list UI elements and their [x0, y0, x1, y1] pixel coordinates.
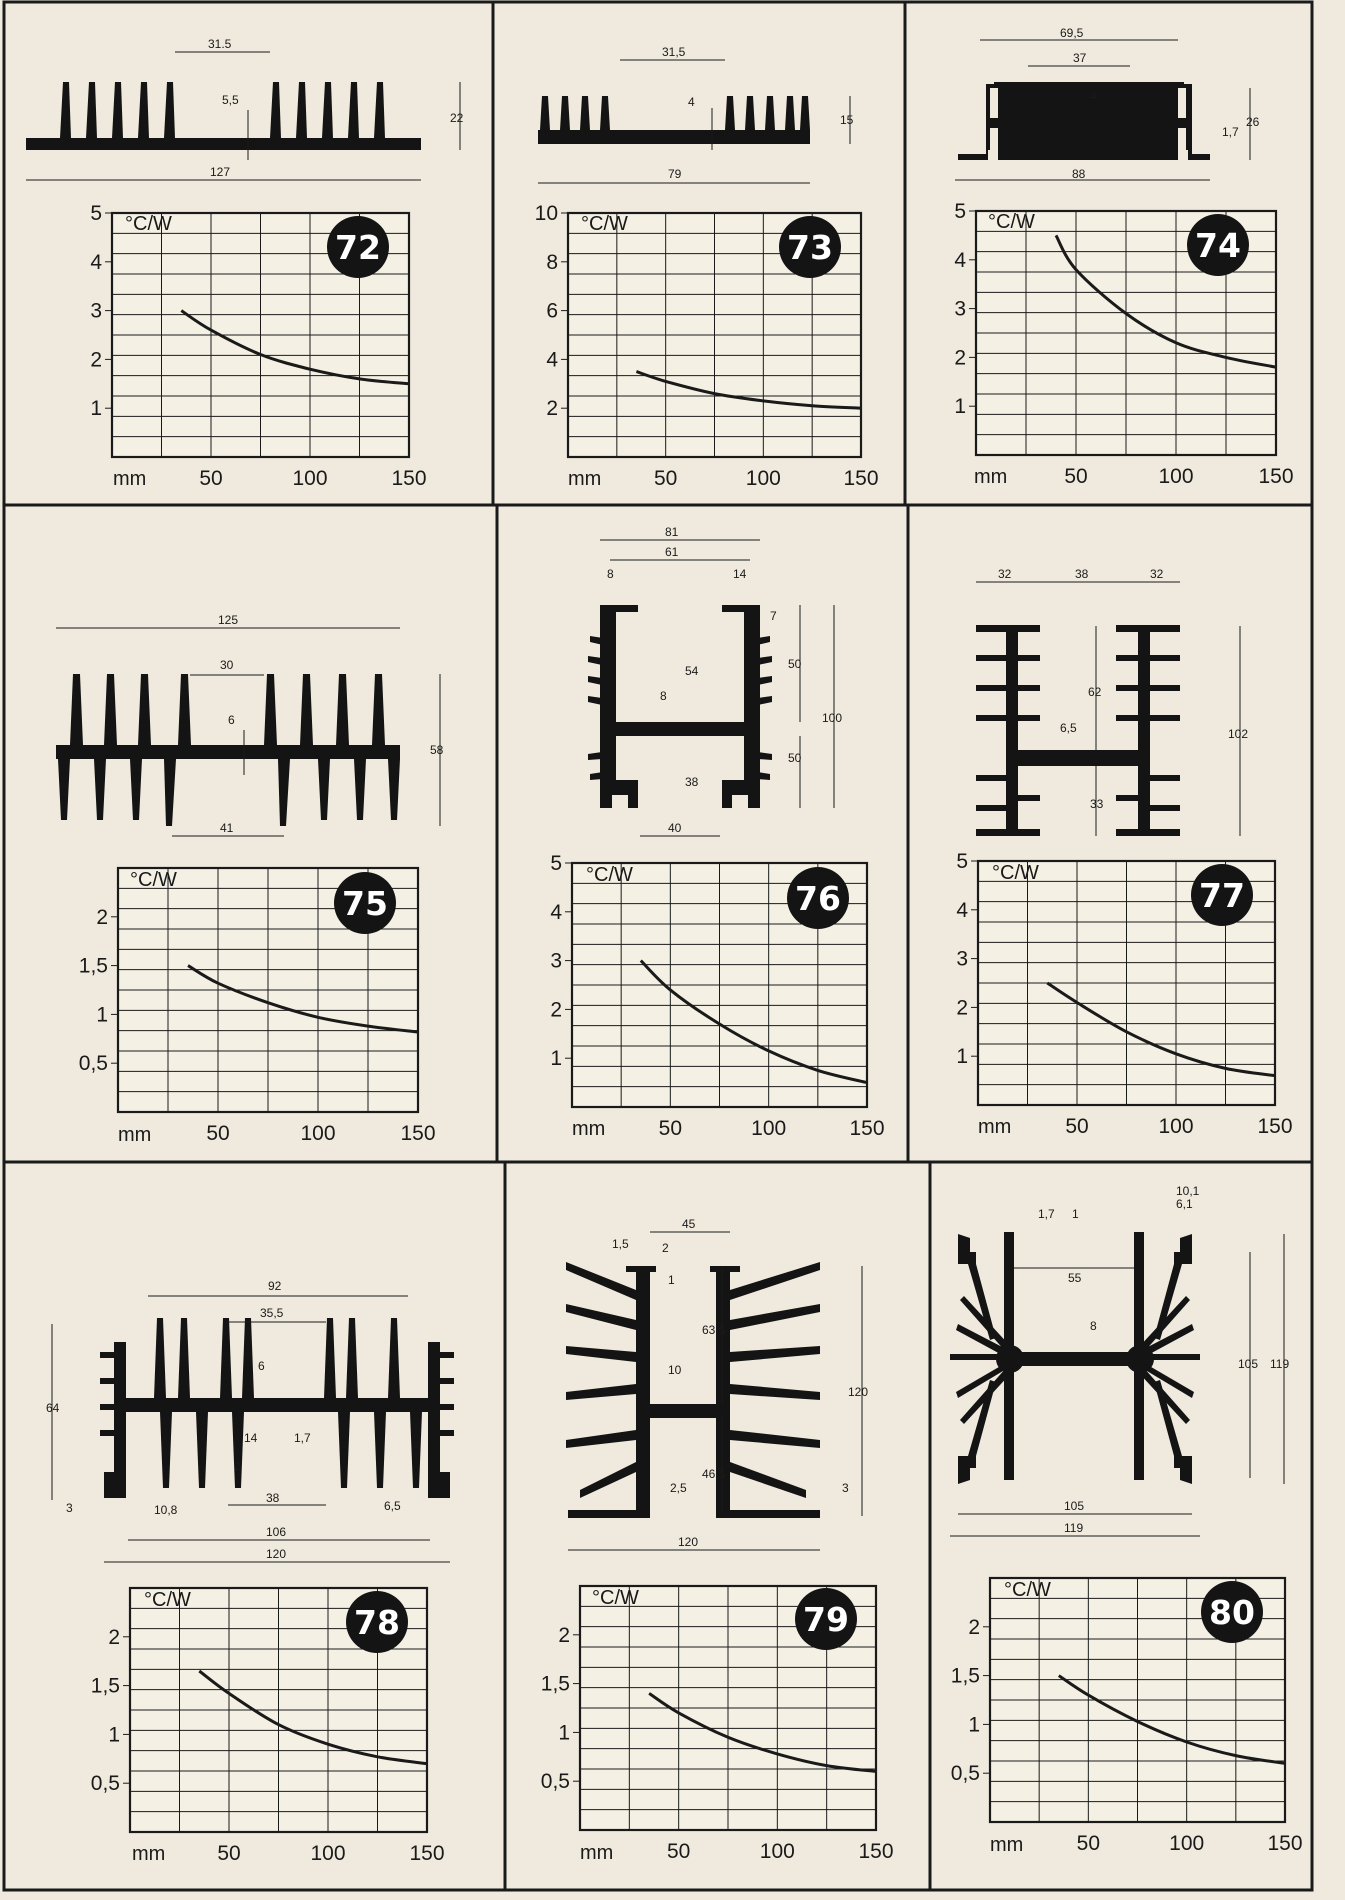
profile-base — [26, 138, 421, 150]
y-tick-label: 3 — [954, 297, 966, 321]
x-axis-label: mm — [974, 466, 1008, 488]
x-tick-label: 150 — [400, 1122, 436, 1145]
x-tick-label: 100 — [759, 1840, 795, 1863]
dim-label: 26 — [1246, 115, 1260, 129]
dim-label: 6,1 — [1176, 1197, 1193, 1211]
y-tick-label: 1 — [550, 1047, 562, 1071]
dim-label: 5,5 — [222, 93, 239, 107]
y-tick-label: 2 — [546, 397, 558, 421]
y-tick-label: 1,5 — [78, 954, 108, 978]
dim-label: 35,5 — [260, 1306, 284, 1320]
x-tick-label: 100 — [1158, 1115, 1194, 1138]
dim-label: 32 — [998, 567, 1012, 581]
dim-label: 79 — [668, 167, 682, 181]
x-tick-label: 150 — [409, 1842, 445, 1865]
dim-label: 40 — [668, 821, 682, 835]
y-tick-label: 1 — [96, 1003, 108, 1027]
y-tick-label: 0,5 — [540, 1770, 570, 1794]
x-tick-label: 50 — [199, 467, 223, 490]
x-tick-label: 50 — [1076, 1832, 1101, 1855]
y-tick-label: 4 — [550, 900, 562, 924]
dim-label: 120 — [848, 1385, 869, 1399]
dim-label: 3 — [66, 1501, 73, 1515]
x-tick-label: 50 — [217, 1842, 241, 1865]
chart-79 — [541, 1586, 894, 1864]
dim-label: 7 — [770, 609, 777, 623]
y-tick-label: 1,5 — [950, 1664, 980, 1688]
chart-72 — [90, 202, 426, 490]
dim-label: 62 — [1088, 685, 1102, 699]
badge-number: 80 — [1209, 1593, 1255, 1632]
y-tick-label: 1,5 — [540, 1672, 570, 1696]
x-tick-label: 100 — [1158, 465, 1194, 488]
badge-number: 76 — [795, 879, 841, 918]
y-axis-label: °C/W — [988, 211, 1035, 233]
dim-label: 41 — [220, 821, 234, 835]
y-tick-label: 4 — [90, 250, 102, 274]
y-tick-label: 3 — [956, 947, 968, 971]
x-tick-label: 150 — [1267, 1832, 1303, 1855]
badge-number: 79 — [803, 1600, 849, 1639]
profile-bridge — [650, 1404, 716, 1418]
y-tick-label: 1 — [968, 1713, 980, 1737]
dim-label: 61 — [665, 545, 679, 559]
dim-label: 105 — [1238, 1357, 1259, 1371]
chart-74 — [954, 200, 1293, 488]
dim-label: 1,5 — [612, 1237, 629, 1251]
y-tick-label: 4 — [954, 248, 966, 272]
dim-label: 125 — [218, 613, 239, 627]
chart-number-badge — [334, 872, 396, 934]
chart-number-badge — [1191, 864, 1253, 926]
y-tick-label: 1 — [90, 397, 102, 421]
chart-number-badge — [795, 1588, 857, 1650]
dim-label: 105 — [1064, 1499, 1085, 1513]
x-tick-label: 100 — [745, 467, 781, 490]
dim-label: 38 — [1075, 567, 1089, 581]
y-axis-label: °C/W — [586, 864, 633, 886]
dim-label: 45 — [682, 1217, 696, 1231]
profile-right-wall — [428, 1342, 440, 1480]
y-tick-label: 4 — [546, 348, 558, 372]
y-tick-label: 2 — [954, 346, 966, 370]
y-tick-label: 4 — [956, 898, 968, 922]
dim-label: 2 — [234, 1459, 241, 1473]
dim-label: 6,5 — [384, 1499, 401, 1513]
y-axis-label: °C/W — [1004, 1579, 1051, 1601]
profile-bridge — [1014, 1352, 1134, 1366]
dim-label: 50 — [788, 657, 802, 671]
dim-label: 4 — [1090, 89, 1097, 103]
dim-label: 69,5 — [1060, 26, 1084, 40]
dim-label: 1,7 — [294, 1431, 311, 1445]
y-tick-label: 1,5 — [90, 1674, 120, 1698]
dim-label: 92 — [268, 1279, 282, 1293]
dim-label: 10,8 — [154, 1503, 178, 1517]
x-tick-label: 150 — [1257, 1115, 1293, 1138]
x-axis-label: mm — [990, 1834, 1024, 1856]
y-tick-label: 2 — [96, 905, 108, 929]
dim-label: 1 — [668, 1273, 675, 1287]
y-tick-label: 2 — [550, 998, 562, 1022]
dim-label: 8 — [660, 689, 667, 703]
x-tick-label: 100 — [300, 1122, 336, 1145]
dim-label: 6,5 — [1060, 721, 1077, 735]
dim-label: 8 — [607, 567, 614, 581]
y-tick-label: 8 — [546, 250, 558, 274]
y-tick-label: 1 — [558, 1721, 570, 1745]
badge-number: 72 — [335, 228, 381, 267]
dim-label: 119 — [1064, 1521, 1084, 1535]
dim-label: 14 — [244, 1431, 258, 1445]
dim-label: 2 — [662, 1241, 669, 1255]
x-tick-label: 150 — [843, 467, 879, 490]
dim-label: 22 — [450, 111, 464, 125]
dim-label: 10 — [668, 1363, 682, 1377]
y-tick-label: 0,5 — [90, 1772, 120, 1796]
x-tick-label: 150 — [849, 1117, 885, 1140]
x-axis-label: mm — [580, 1842, 614, 1864]
dim-label: 30 — [220, 658, 234, 672]
dim-label: 127 — [210, 165, 231, 179]
chart-73 — [535, 202, 879, 490]
profile-left-spine — [1006, 626, 1018, 836]
dim-label: 102 — [1228, 727, 1249, 741]
dim-label: 10,1 — [1176, 1184, 1200, 1198]
y-tick-label: 6 — [546, 299, 558, 323]
dim-label: 2,5 — [670, 1481, 687, 1495]
y-tick-label: 2 — [956, 996, 968, 1020]
chart-number-badge — [327, 216, 389, 278]
dim-label: 31.5 — [208, 37, 232, 51]
dim-label: 88 — [1072, 167, 1086, 181]
x-axis-label: mm — [113, 468, 147, 490]
badge-number: 75 — [342, 884, 388, 923]
dim-label: 3 — [842, 1481, 849, 1495]
y-tick-label: 2 — [558, 1623, 570, 1647]
x-tick-label: 100 — [1169, 1832, 1205, 1855]
x-tick-label: 50 — [666, 1840, 691, 1863]
x-tick-label: 50 — [1064, 465, 1088, 488]
dim-label: 33 — [1090, 797, 1104, 811]
y-tick-label: 0,5 — [950, 1762, 980, 1786]
dim-label: 64 — [46, 1401, 60, 1415]
profile-base — [140, 1398, 415, 1412]
dim-label: 6 — [258, 1359, 265, 1373]
badge-number: 73 — [787, 228, 833, 267]
dim-label: 119 — [1270, 1357, 1290, 1371]
dim-label: 32 — [1150, 567, 1164, 581]
dim-label: 31,5 — [662, 45, 686, 59]
dim-label: 1,7 — [1038, 1207, 1055, 1221]
dim-label: 120 — [266, 1547, 287, 1561]
y-tick-label: 1 — [954, 395, 966, 419]
x-tick-label: 150 — [1258, 465, 1294, 488]
y-tick-label: 5 — [954, 200, 966, 223]
x-tick-label: 50 — [206, 1122, 230, 1145]
x-tick-label: 50 — [658, 1117, 683, 1140]
profile-base — [538, 130, 810, 144]
x-tick-label: 100 — [292, 467, 328, 490]
dim-label: 37 — [1073, 51, 1087, 65]
x-tick-label: 150 — [391, 467, 427, 490]
dim-label: 1,7 — [1222, 125, 1239, 139]
x-axis-label: mm — [978, 1116, 1012, 1138]
y-tick-label: 1 — [956, 1045, 968, 1069]
y-tick-label: 2 — [108, 1625, 120, 1649]
y-tick-label: 10 — [534, 202, 558, 225]
y-tick-label: 2 — [90, 348, 102, 372]
y-tick-label: 0,5 — [78, 1052, 108, 1076]
x-axis-label: mm — [572, 1118, 606, 1140]
profile-left-spine — [636, 1268, 650, 1516]
dim-label: 8 — [1090, 1319, 1097, 1333]
profile-right-spine — [1138, 626, 1150, 836]
dim-label: 58 — [430, 743, 444, 757]
y-tick-label: 5 — [956, 850, 968, 873]
chart-80 — [951, 1578, 1303, 1856]
chart-78 — [91, 1588, 445, 1865]
dim-label: 38 — [685, 775, 699, 789]
chart-number-badge — [1201, 1581, 1263, 1643]
chart-76 — [550, 852, 884, 1140]
dim-label: 4 — [688, 95, 695, 109]
dim-label: 6 — [228, 713, 235, 727]
y-tick-label: 2 — [968, 1615, 980, 1639]
x-tick-label: 100 — [751, 1117, 787, 1140]
dim-label: 14 — [733, 567, 747, 581]
dim-label: 63,5 — [702, 1323, 726, 1337]
y-tick-label: 5 — [550, 852, 562, 875]
profile-left-wall — [114, 1342, 126, 1480]
chart-75 — [79, 868, 436, 1146]
dim-label: 50 — [788, 751, 802, 765]
x-tick-label: 100 — [310, 1842, 346, 1865]
x-axis-label: mm — [568, 468, 602, 490]
x-tick-label: 150 — [858, 1840, 894, 1863]
chart-number-badge — [787, 867, 849, 929]
x-axis-label: mm — [132, 1843, 166, 1865]
chart-number-badge — [1187, 214, 1249, 276]
x-axis-label: mm — [118, 1124, 152, 1146]
dim-label: 38 — [266, 1491, 280, 1505]
y-tick-label: 1 — [108, 1723, 120, 1747]
y-axis-label: °C/W — [130, 869, 177, 891]
dim-label: 55 — [1068, 1271, 1082, 1285]
x-tick-label: 50 — [1065, 1115, 1089, 1138]
chart-number-badge — [346, 1591, 408, 1653]
dim-label: 54 — [685, 664, 699, 678]
chart-number-badge — [779, 216, 841, 278]
chart-77 — [956, 850, 1292, 1138]
dim-label: 81 — [665, 525, 679, 539]
dim-label: 15 — [840, 113, 854, 127]
dim-label: 1 — [1072, 1207, 1079, 1221]
y-axis-label: °C/W — [592, 1587, 639, 1609]
dim-label: 46,5 — [702, 1467, 726, 1481]
badge-number: 78 — [354, 1603, 400, 1642]
dim-label: 100 — [822, 711, 843, 725]
dim-label: 120 — [678, 1535, 699, 1549]
badge-number: 74 — [1195, 226, 1241, 265]
badge-number: 77 — [1199, 876, 1245, 915]
profile-bridge — [1018, 750, 1138, 766]
x-tick-label: 50 — [653, 467, 678, 490]
profile-base — [56, 745, 400, 759]
y-tick-label: 5 — [90, 202, 102, 225]
y-tick-label: 3 — [550, 949, 562, 973]
y-axis-label: °C/W — [992, 862, 1039, 884]
y-axis-label: °C/W — [125, 213, 172, 235]
y-tick-label: 3 — [90, 299, 102, 323]
dim-label: 106 — [266, 1525, 287, 1539]
y-axis-label: °C/W — [144, 1589, 191, 1611]
profile-bridge — [616, 722, 744, 736]
y-axis-label: °C/W — [581, 213, 628, 235]
